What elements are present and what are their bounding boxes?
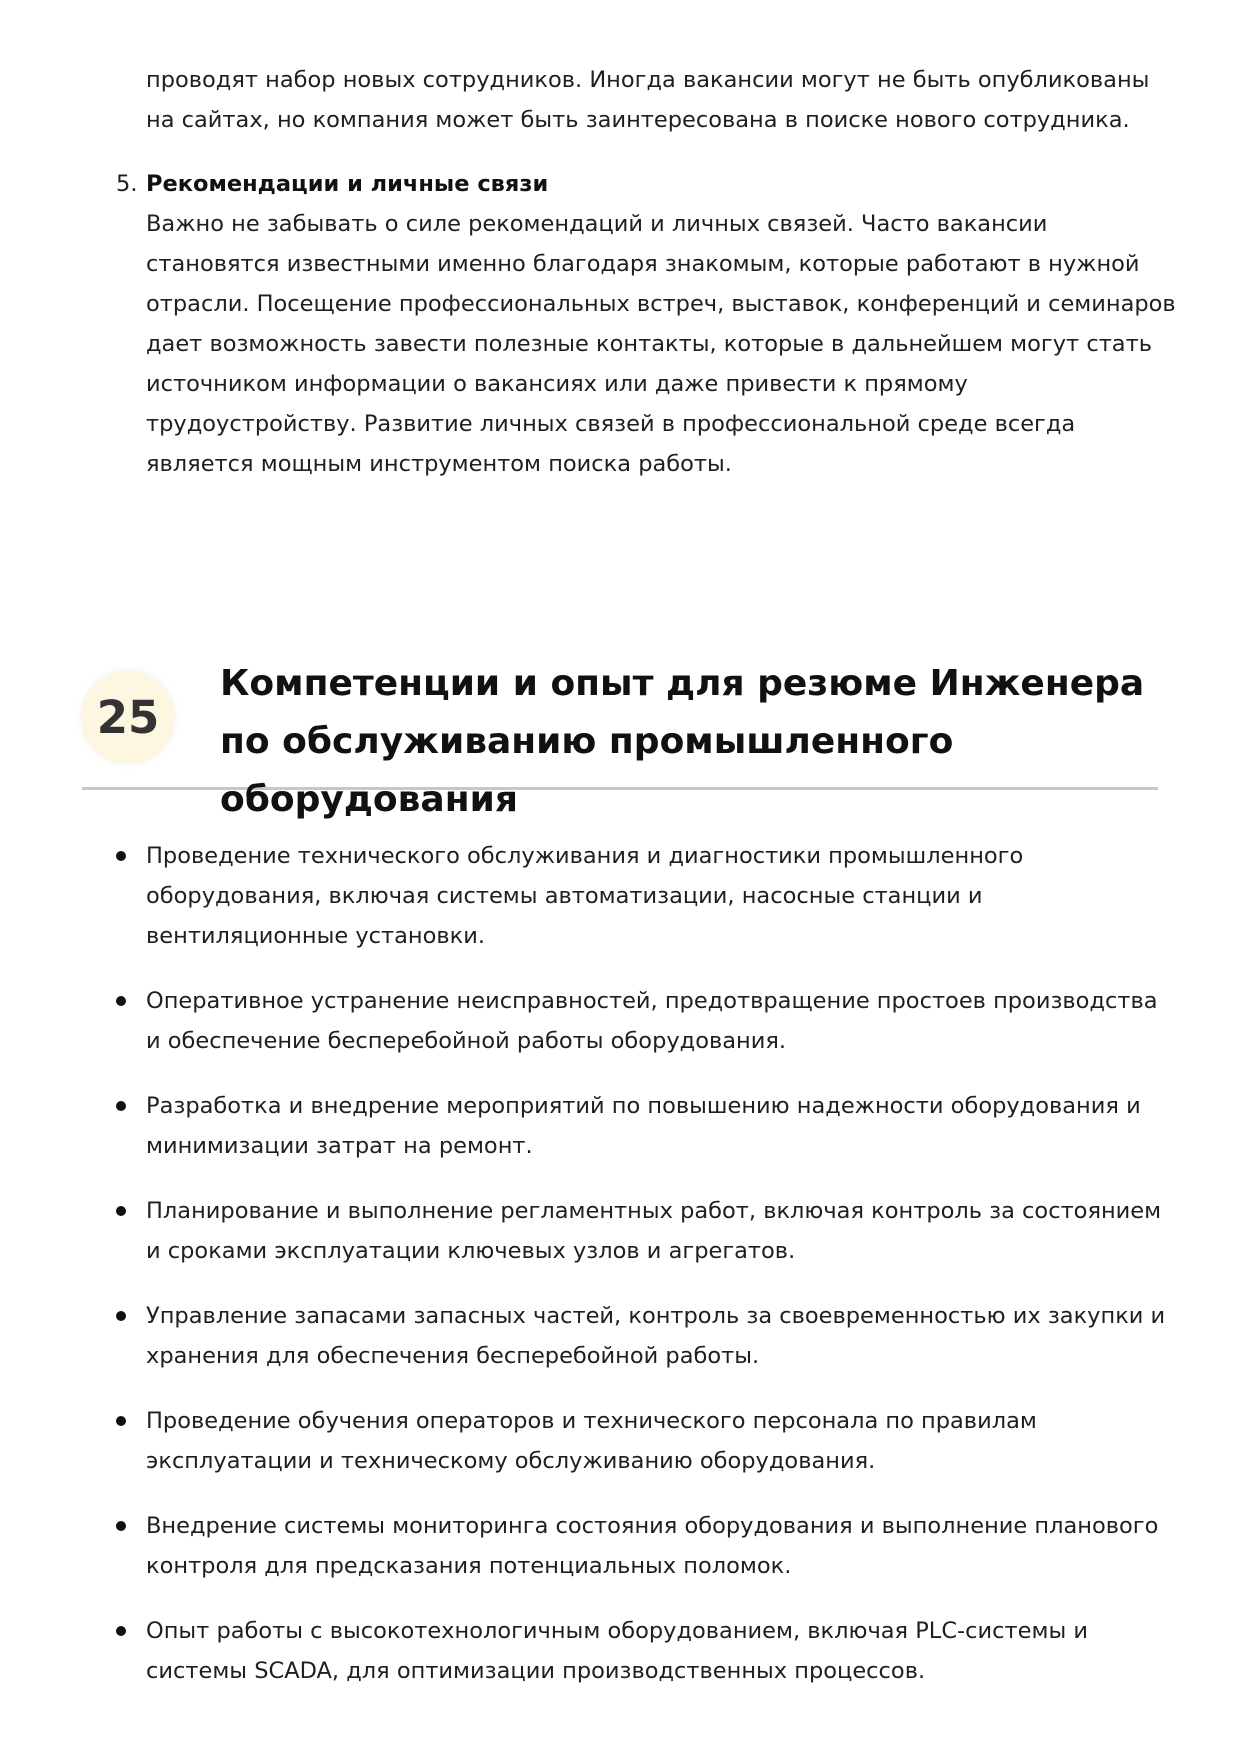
list-item-text: Проведение технического обслуживания и диагностики промышленного оборудования, включая системы автоматизации, насосные станции и вентиляционные установки. bbox=[146, 843, 1024, 949]
bullet-icon bbox=[116, 1416, 126, 1426]
bullet-icon bbox=[116, 1521, 126, 1531]
list-item bbox=[0, 1296, 1239, 1376]
list-item-text: Внедрение системы мониторинга состояния оборудования и выполнение планового контроля для предсказания потенциальных поломок. bbox=[146, 1513, 1159, 1579]
section-header bbox=[82, 655, 1158, 820]
list-item bbox=[0, 1611, 1239, 1691]
bullet-icon bbox=[116, 996, 126, 1006]
list-item bbox=[0, 1506, 1239, 1586]
list-item-text: Планирование и выполнение регламентных работ, включая контроль за состоянием и сроками эксплуатации ключевых узлов и агрегатов. bbox=[146, 1198, 1162, 1264]
list-item-number: 5. bbox=[116, 171, 138, 197]
bullet-icon bbox=[116, 1101, 126, 1111]
bullet-icon bbox=[116, 1626, 126, 1636]
competencies-list bbox=[0, 836, 1239, 1716]
bullet-icon bbox=[116, 1206, 126, 1216]
section-title: Компетенции и опыт для резюме Инженера по обслуживанию промышленного оборудования bbox=[220, 663, 1145, 820]
list-item-title: Рекомендации и личные связи bbox=[146, 171, 549, 197]
bullet-icon bbox=[116, 1311, 126, 1321]
list-item bbox=[0, 1191, 1239, 1271]
list-item-text: Оперативное устранение неисправностей, предотвращение простоев производства и обеспечение бесперебойной работы оборудования. bbox=[146, 988, 1158, 1054]
list-item bbox=[0, 981, 1239, 1061]
list-item bbox=[0, 1086, 1239, 1166]
bullet-icon bbox=[116, 851, 126, 861]
list-item-text: Управление запасами запасных частей, контроль за своевременностью их закупки и хранения для обеспечения бесперебойной работы. bbox=[146, 1303, 1166, 1369]
section-number-badge: 25 bbox=[82, 671, 174, 763]
list-item bbox=[0, 1401, 1239, 1481]
list-item-text: Разработка и внедрение мероприятий по повышению надежности оборудования и минимизации затрат на ремонт. bbox=[146, 1093, 1141, 1159]
list-item-text: Проведение обучения операторов и технического персонала по правилам эксплуатации и техническому обслуживанию оборудования. bbox=[146, 1408, 1037, 1474]
list-item bbox=[0, 836, 1239, 956]
intro-paragraph: проводят набор новых сотрудников. Иногда вакансии могут не быть опубликованы на сайтах, но компания может быть заинтересована в поиске нового сотрудника. bbox=[146, 67, 1150, 133]
list-item-text: Опыт работы с высокотехнологичным оборудованием, включая PLC-системы и системы SCADA, для оптимизации производственных процессов. bbox=[146, 1618, 1088, 1684]
list-item-body: Важно не забывать о силе рекомендаций и личных связей. Часто вакансии становятся известными именно благодаря знакомым, которые работают в нужной отрасли. Посещение профессиональных встреч, выставок, конференций и семинаров дает возможность завести полезные контакты, которые в дальнейшем могут стать источником информации о вакансиях или даже привести к прямому трудоустройству. Развитие личных связей в профессиональной среде всегда является мощным инструментом поиска работы. bbox=[146, 211, 1176, 477]
